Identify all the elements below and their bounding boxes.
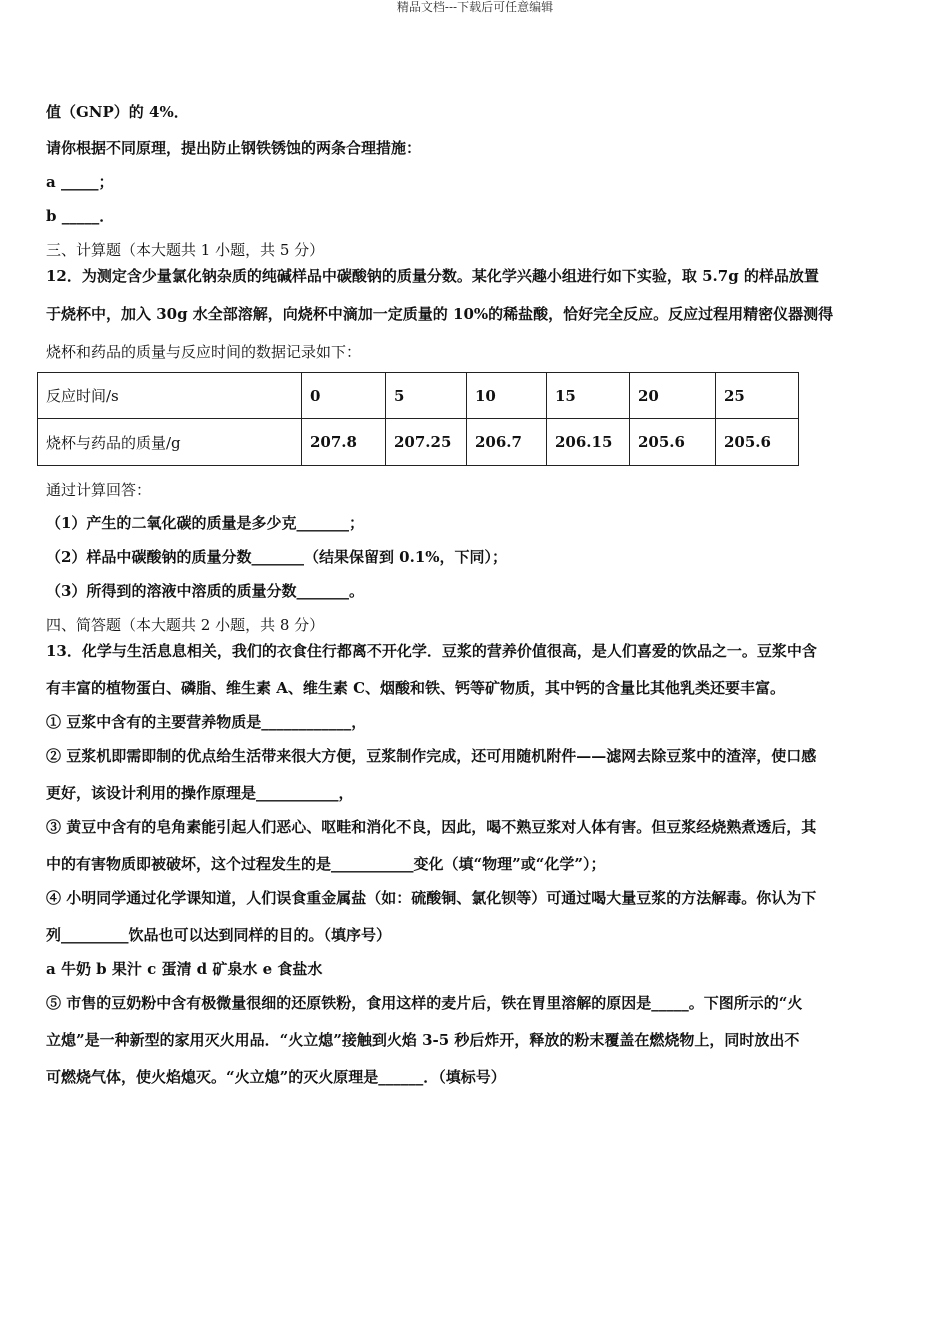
table-cell: 205.6	[716, 419, 799, 466]
question-12: 烧杯和药品的质量与反应时间的数据记录如下：	[46, 343, 362, 361]
question-12: 于烧杯中，加入 30g 水全部溶解，向烧杯中滴加一定质量的 10%的稀盐酸，恰好完全反应。反应过程用精密仪器测得	[46, 305, 834, 323]
table-cell: 0	[302, 373, 386, 419]
item-5: 可燃烧气体，使火焰熄灭。“火立熄”的灭火原理是______．（填标号）	[46, 1068, 506, 1086]
sub-question: （1）产生的二氧化碳的质量是多少克_______；	[46, 514, 364, 532]
table-header-cell: 烧杯与药品的质量/g	[38, 419, 302, 466]
table-row	[38, 373, 799, 419]
item-5: ⑤ 市售的豆奶粉中含有极微量很细的还原铁粉，食用这样的麦片后，铁在胃里溶解的原因是_____。下图所示的“火	[46, 994, 803, 1012]
text-line: 请你根据不同原理，提出防止钢铁锈蚀的两条合理措施：	[46, 139, 422, 157]
table-cell: 205.6	[630, 419, 716, 466]
table-cell: 15	[547, 373, 630, 419]
table-cell: 5	[386, 373, 467, 419]
item-5: 立熄”是一种新型的家用灭火用品．“火立熄”接触到火焰 3-5 秒后炸开，释放的粉末覆盖在燃烧物上，同时放出不	[46, 1031, 800, 1049]
table-cell: 206.15	[547, 419, 630, 466]
table-cell: 10	[467, 373, 547, 419]
item-3: 中的有害物质即被破坏，这个过程发生的是___________变化（填“物理”或“化学”）；	[46, 855, 606, 873]
table-row	[38, 419, 799, 466]
document-body	[46, 100, 906, 1087]
item-4: ④ 小明同学通过化学课知道，人们误食重金属盐（如：硫酸铜、氯化钡等）可通过喝大量豆浆的方法解毒。你认为下	[46, 889, 817, 907]
item-4: 列_________饮品也可以达到同样的目的。（填序号）	[46, 926, 392, 944]
question-13: 有丰富的植物蛋白、磷脂、维生素 A、维生素 C、烟酸和铁、钙等矿物质，其中钙的含量比其他乳类还要丰富。	[46, 679, 786, 697]
table-header-cell: 反应时间/s	[38, 373, 302, 419]
table-cell: 206.7	[467, 419, 547, 466]
item-1: ① 豆浆中含有的主要营养物质是____________，	[46, 713, 367, 731]
answer-b: b _____．	[46, 207, 115, 225]
text-line: 通过计算回答：	[46, 481, 152, 499]
text-line: 值（GNP）的 4%．	[46, 103, 189, 121]
section-heading: 三、计算题（本大题共 1 小题，共 5 分）	[46, 241, 325, 259]
table-cell: 25	[716, 373, 799, 419]
item-2: ② 豆浆机即需即制的优点给生活带来很大方便，豆浆制作完成，还可用随机附件——滤网去除豆浆中的渣滓，使口感	[46, 747, 817, 765]
data-table	[37, 372, 799, 466]
table-cell: 207.25	[386, 419, 467, 466]
sub-question: （3）所得到的溶液中溶质的质量分数_______。	[46, 582, 364, 600]
table-cell: 20	[630, 373, 716, 419]
question-13: 13．化学与生活息息相关，我们的衣食住行都离不开化学．豆浆的营养价值很高，是人们喜爱的饮品之一。豆浆中含	[46, 642, 817, 660]
options-line: a 牛奶 b 果汁 c 蛋清 d 矿泉水 e 食盐水	[46, 960, 323, 978]
table-cell: 207.8	[302, 419, 386, 466]
item-3: ③ 黄豆中含有的皂角素能引起人们恶心、呕畦和消化不良，因此，喝不熟豆浆对人体有害。但豆浆经烧熟煮透后，其	[46, 818, 817, 836]
item-2: 更好，该设计利用的操作原理是___________，	[46, 784, 354, 802]
answer-a: a _____；	[46, 173, 114, 191]
sub-question: （2）样品中碳酸钠的质量分数_______（结果保留到 0.1%，下同）；	[46, 548, 508, 566]
section-heading: 四、简答题（本大题共 2 小题，共 8 分）	[46, 616, 325, 634]
page-header: 精品文档---下载后可任意编辑	[396, 0, 554, 14]
question-12: 12．为测定含少量氯化钠杂质的纯碱样品中碳酸钠的质量分数。某化学兴趣小组进行如下实验，取 5.7g 的样品放置	[46, 267, 819, 285]
